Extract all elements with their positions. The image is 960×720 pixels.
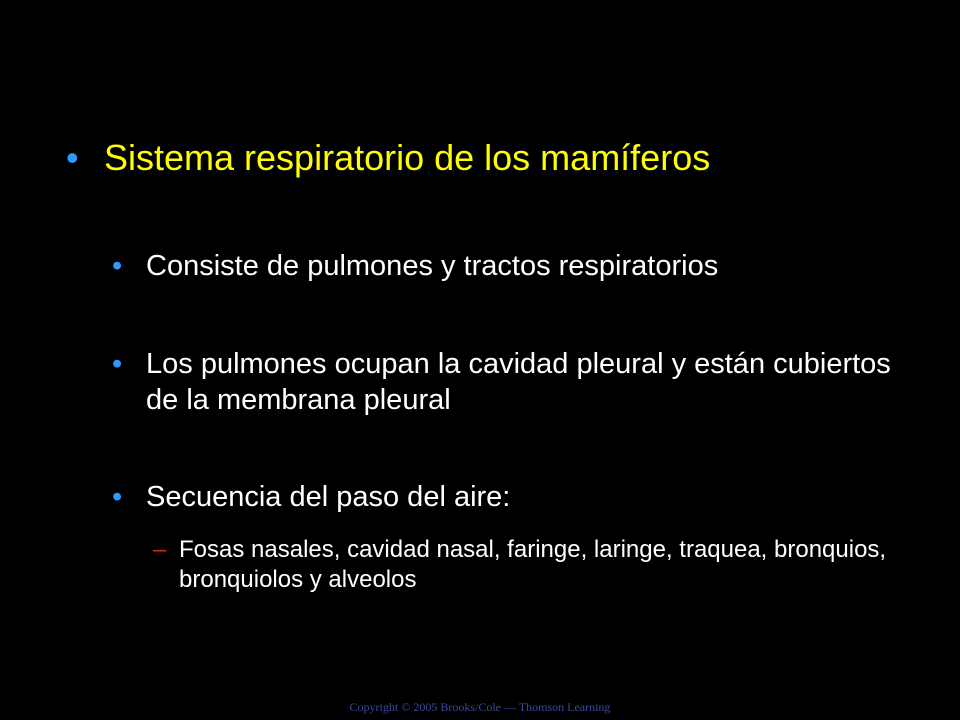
dash-icon: – bbox=[153, 536, 167, 563]
bullet-text: Consiste de pulmones y tractos respiratorios bbox=[146, 250, 719, 282]
bullet-point bbox=[112, 248, 902, 284]
bullet-point bbox=[112, 479, 902, 515]
bullet-icon: • bbox=[112, 250, 123, 282]
sub-bullet-point bbox=[153, 535, 913, 595]
sub-bullet-text: Fosas nasales, cavidad nasal, faringe, laringe, traquea, bronquios, bronquiolos y alveolos bbox=[179, 536, 887, 593]
bullet-point bbox=[112, 346, 902, 418]
slide-title-row bbox=[66, 136, 926, 180]
bullet-text: Los pulmones ocupan la cavidad pleural y están cubiertos de la membrana pleural bbox=[146, 348, 891, 416]
bullet-text: Secuencia del paso del aire: bbox=[146, 481, 511, 513]
copyright-notice: Copyright © 2005 Brooks/Cole — Thomson Learning bbox=[349, 700, 611, 714]
slide-title: Sistema respiratorio de los mamíferos bbox=[104, 137, 711, 178]
bullet-icon: • bbox=[112, 348, 123, 380]
bullet-icon: • bbox=[112, 481, 123, 513]
bullet-icon: • bbox=[66, 137, 79, 178]
